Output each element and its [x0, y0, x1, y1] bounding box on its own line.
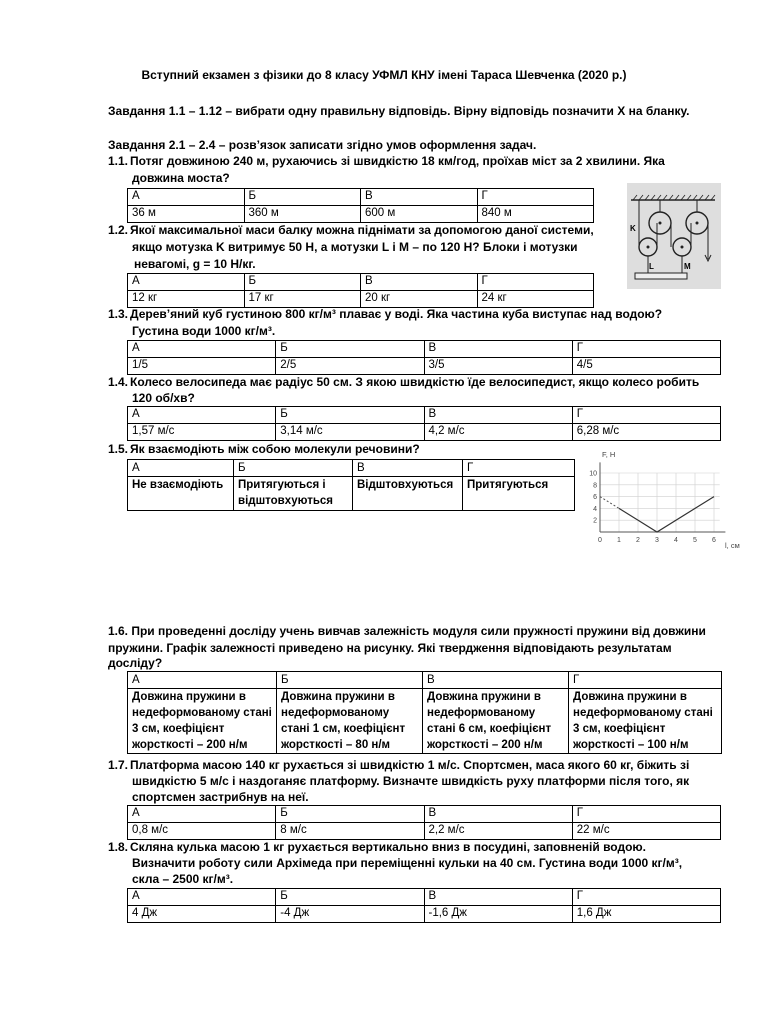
answer-a: Не взаємодіють: [128, 477, 234, 511]
question-1-7-line3: спортсмен застрибнув на неї.: [132, 790, 309, 804]
y-tick-label: 10: [589, 470, 597, 478]
question-number: 1.7.: [108, 758, 129, 772]
spring-force-graph: [582, 449, 748, 551]
header-a: А: [128, 460, 234, 477]
answer-b: 17 кг: [244, 291, 361, 308]
answer-g: Довжина пружини в недеформованому стані 3 см, коефіцієнт жорсткості – 100 н/м: [569, 689, 722, 754]
answer-v: 600 м: [361, 206, 478, 223]
answer-v: 3/5: [424, 358, 572, 375]
question-text: Скляна кулька масою 1 кг рухається вертикально вниз в посудині, заповненій водою.: [130, 840, 646, 854]
instruction-part-1: Завдання 1.1 – 1.12 – вибрати одну правильну відповідь. Вірну відповідь позначити Х на бланку.: [108, 104, 690, 118]
header-g: Г: [572, 806, 720, 823]
answer-b: 3,14 м/с: [276, 424, 424, 441]
answer-b: -4 Дж: [276, 906, 424, 923]
answer-a: 1,57 м/с: [128, 424, 276, 441]
answer-v: 20 кг: [361, 291, 478, 308]
header-g: Г: [569, 672, 722, 689]
question-1-2: [108, 222, 594, 238]
question-1-3-line2: Густина води 1000 кг/м³.: [132, 324, 276, 338]
y-tick-label: 4: [593, 505, 597, 513]
question-number: 1.2.: [108, 223, 129, 237]
header-v: В: [361, 189, 478, 206]
question-text: Дерев’яний куб густиною 800 кг/м³ плаває у воді. Яка частина куба виступає над водою?: [130, 307, 663, 321]
question-1-5: [108, 441, 420, 457]
header-b: Б: [276, 889, 424, 906]
label-l: L: [649, 262, 654, 271]
question-1-8-line2: Визначити роботу сили Архімеда при переміщенні кульки на 40 см. Густина води 1000 кг/м³,: [132, 856, 683, 870]
header-b: Б: [277, 672, 423, 689]
header-g: Г: [477, 189, 594, 206]
answer-table-1-3: [127, 340, 721, 375]
x-axis-label: l, см: [725, 541, 740, 550]
answer-table-1-2: [127, 273, 594, 308]
answer-a: 4 Дж: [128, 906, 276, 923]
question-1-1-line2: довжина моста?: [132, 171, 230, 185]
header-b: Б: [276, 407, 424, 424]
header-g: Г: [572, 889, 720, 906]
y-tick-label: 8: [593, 482, 597, 490]
question-number: 1.5.: [108, 442, 129, 456]
question-1-4: [108, 374, 699, 390]
header-v: В: [424, 806, 572, 823]
question-text: Потяг довжиною 240 м, рухаючись зі швидкістю 18 км/год, проїхав міст за 2 хвилини. Яка: [130, 154, 665, 168]
answer-a: 36 м: [128, 206, 245, 223]
answer-a: 12 кг: [128, 291, 245, 308]
question-1-6-line3: досліду?: [108, 656, 163, 670]
page-title: Вступний екзамен з фізики до 8 класу УФМЛ КНУ імені Тараса Шевченка (2020 р.): [141, 68, 627, 82]
question-number: 1.4.: [108, 375, 129, 389]
question-number: 1.8.: [108, 840, 129, 854]
question-number: 1.1.: [108, 154, 129, 168]
header-v: В: [424, 341, 572, 358]
answer-b: 360 м: [244, 206, 361, 223]
x-tick-label: 2: [636, 537, 640, 544]
force-line: [619, 497, 714, 532]
y-tick-label: 2: [593, 517, 597, 525]
answer-table-1-6: [127, 671, 722, 754]
header-v: В: [353, 460, 463, 477]
header-a: А: [128, 407, 276, 424]
answer-g: 4/5: [572, 358, 720, 375]
header-b: Б: [244, 274, 361, 291]
question-text: Як взаємодіють між собою молекули речовини?: [130, 442, 420, 456]
pulley-diagram: [627, 183, 721, 289]
instruction-part-2: Завдання 2.1 – 2.4 – розв’язок записати згідно умов оформлення задач.: [108, 138, 537, 152]
x-tick-label: 4: [674, 537, 678, 544]
answer-v: Відштовхуються: [353, 477, 463, 511]
question-1-3: [108, 306, 662, 322]
question-text: Колесо велосипеда має радіус 50 см. З якою швидкістю їде велосипедист, якщо колесо робить: [130, 375, 700, 389]
answer-table-1-1: [127, 188, 594, 223]
answer-table-1-5: [127, 459, 575, 511]
label-m: M: [684, 262, 691, 271]
x-tick-label: 1: [617, 537, 621, 544]
answer-table-1-8: [127, 888, 721, 923]
answer-table-1-4: [127, 406, 721, 441]
answer-v: 4,2 м/с: [424, 424, 572, 441]
header-b: Б: [244, 189, 361, 206]
force-length-chart: [582, 449, 748, 551]
question-text: Якої максимальної маси балку можна піднімати за допомогою даної системи,: [130, 223, 594, 237]
question-1-4-line2: 120 об/хв?: [132, 391, 195, 405]
extrapolation-dash: [600, 497, 619, 509]
header-g: Г: [477, 274, 594, 291]
x-tick-label: 6: [712, 537, 716, 544]
answer-v: -1,6 Дж: [424, 906, 572, 923]
question-1-8: [108, 839, 646, 855]
question-1-7: [108, 757, 689, 773]
question-1-2-line2: якщо мотузка K витримує 50 Н, а мотузки L і M – по 120 Н? Блоки і мотузки: [132, 240, 578, 254]
header-v: В: [424, 889, 572, 906]
answer-table-1-7: [127, 805, 721, 840]
header-b: Б: [276, 341, 424, 358]
answer-g: 6,28 м/с: [572, 424, 720, 441]
question-text: Платформа масою 140 кг рухається зі швидкістю 1 м/с. Спортсмен, маса якого 60 кг, біжить зі: [130, 758, 690, 772]
question-1-7-line2: швидкістю 5 м/с і наздоганяє платформу. Визначте швидкість руху платформи після того, як: [132, 774, 690, 788]
question-1-6-line1: 1.6. При проведенні досліду учень вивчав залежність модуля сили пружності пружини від довжини: [108, 624, 706, 638]
answer-g: 840 м: [477, 206, 594, 223]
answer-a: 1/5: [128, 358, 276, 375]
answer-b: 2/5: [276, 358, 424, 375]
header-a: А: [128, 889, 276, 906]
x-tick-label: 3: [655, 537, 659, 544]
header-a: А: [128, 274, 245, 291]
question-number: 1.3.: [108, 307, 129, 321]
header-b: Б: [234, 460, 353, 477]
answer-b: Довжина пружини в недеформованому стані 1 см, коефіцієнт жорсткості – 80 н/м: [277, 689, 423, 754]
pulley-system-figure: [627, 183, 721, 289]
answer-g: 22 м/с: [572, 823, 720, 840]
x-tick-label: 5: [693, 537, 697, 544]
y-tick-label: 6: [593, 494, 597, 502]
label-k: K: [630, 224, 636, 233]
header-a: А: [128, 806, 276, 823]
header-a: А: [128, 341, 276, 358]
question-1-1: [108, 153, 665, 169]
answer-g: 1,6 Дж: [572, 906, 720, 923]
x-tick-label: 0: [598, 537, 602, 544]
answer-g: 24 кг: [477, 291, 594, 308]
answer-v: Довжина пружини в недеформованому стані 6 см, коефіцієнт жорсткості – 200 н/м: [423, 689, 569, 754]
header-g: Г: [572, 341, 720, 358]
question-1-8-line3: скла – 2500 кг/м³.: [132, 872, 234, 886]
header-g: Г: [463, 460, 575, 477]
question-1-2-line3: невагомі, g = 10 Н/кг.: [134, 257, 256, 271]
question-1-6-line2: пружини. Графік залежності приведено на рисунку. Які твердження відповідають результатам: [108, 641, 672, 655]
header-b: Б: [276, 806, 424, 823]
header-a: А: [128, 189, 245, 206]
answer-b: Притягуються і відштовхуються: [234, 477, 353, 511]
header-g: Г: [572, 407, 720, 424]
answer-v: 2,2 м/с: [424, 823, 572, 840]
header-v: В: [361, 274, 478, 291]
answer-b: 8 м/с: [276, 823, 424, 840]
answer-g: Притягуються: [463, 477, 575, 511]
answer-a: 0,8 м/с: [128, 823, 276, 840]
answer-a: Довжина пружини в недеформованому стані 3 см, коефіцієнт жорсткості – 200 н/м: [128, 689, 277, 754]
header-a: А: [128, 672, 277, 689]
header-v: В: [424, 407, 572, 424]
y-axis-label: F, Н: [602, 450, 616, 459]
header-v: В: [423, 672, 569, 689]
